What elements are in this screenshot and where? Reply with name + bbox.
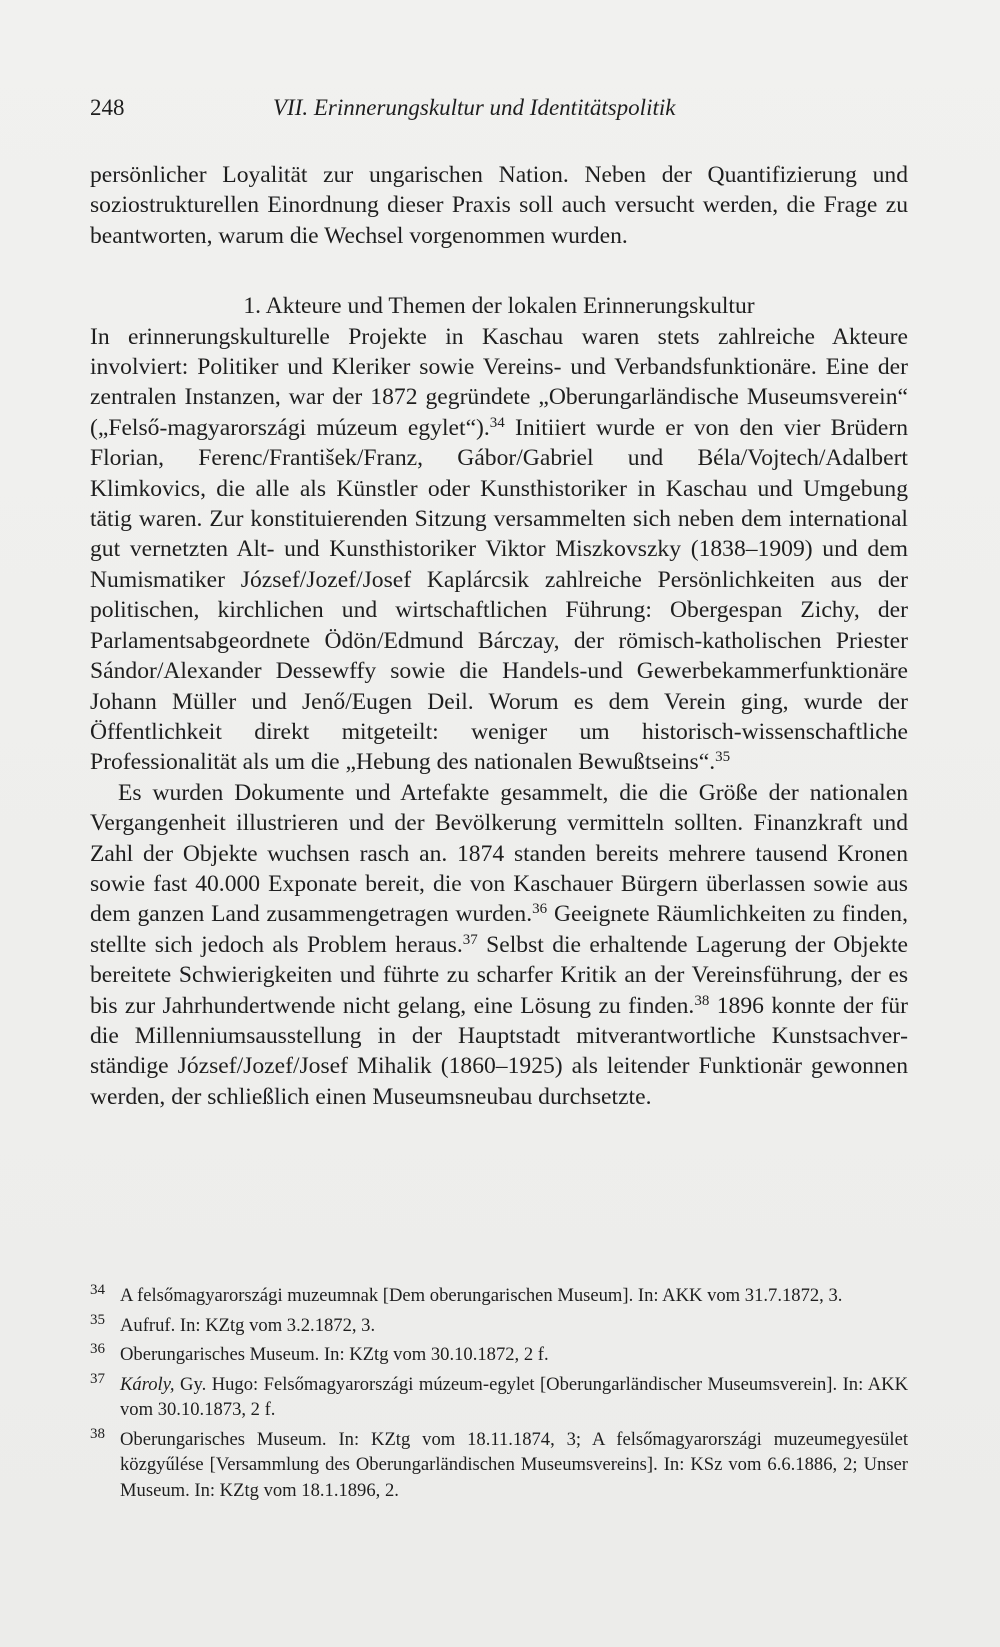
paragraph-text: 1896 konnte der für die Millenniumsausstellung in der Hauptstadt mitverantwortliche Kunstsachverständige József/Jozef/Josef Mihalik (1860–1925) als leitender Funktionär gewonnen werden, der schließlich einen Museumsneubau durchsetzte. xyxy=(90,992,908,1110)
footnote-text: Oberungarisches Museum. In: KZtg vom 18.11.1874, 3; A felsőmagyarországi muzeumegyesület közgyűlése [Versammlung des Oberungarländischen Museumsvereins]. In: KSz vom 6.6.1886, 2; Unser Museum. In: KZtg vom 18.1.1896, 2. xyxy=(120,1428,908,1501)
footnote-number: 34 xyxy=(90,1282,105,1298)
page-number: 248 xyxy=(90,95,125,120)
footnote-reference: 36 xyxy=(532,901,548,918)
paragraph-text: Initiiert wurde er von den vier Brüdern Florian, Ferenc/František/Franz, Gábor/Gabriel und Béla/Vojtech/Adalbert Klimkovics, die alle als Künstler oder Kunsthistoriker in Kaschau und Umgebung tätig waren. Zur konstituierenden Sitzung versammelten sich neben dem international gut vernetzten Alt- und Kunsthistoriker Viktor Miszkovszky (1838–1909) und dem Numismatiker József/Jozef/Josef Kaplárcsik zahlreiche Persönlichkeiten aus der politischen, kirchlichen und wirtschaftlichen Führung: Obergespan Zichy, der Parlamentsabgeordnete Ödön/Edmund Bárczay, der römisch-katholischen Priester Sándor/Alexander Dessewffy sowie die Handels-und Gewerbekammerfunktionäre Johann Müller und Jenő/Eugen Deil. Worum es dem Verein ging, wurde der Öffentlichkeit direkt mitgeteilt: weniger um historisch-wissenschaftliche Professionalität als um die „Hebung des nationalen Bewußtseins“. xyxy=(90,414,908,776)
section-heading: 1. Akteure und Themen der lokalen Erinnerungskultur xyxy=(243,293,755,320)
footnote-number: 38 xyxy=(90,1425,105,1442)
page-header xyxy=(90,95,910,131)
intro-paragraph: persönlicher Loyalität zur ungarischen Nation. Neben der Quantifizierung und soziostrukturellen Einordnung dieser Praxis soll auch versucht werden, die Frage zu beantworten, warum die Wechsel vorgenommen wurden. xyxy=(90,162,908,249)
paragraph-collection xyxy=(90,778,908,1112)
paragraph-museum-association xyxy=(90,322,908,778)
footnote-number: 36 xyxy=(90,1341,105,1357)
main-text xyxy=(90,160,908,1112)
footnote-text: Gy. Hugo: Felsőmagyarországi múzeum-egylet [Oberungarländischer Museumsverein]. In: AKK vom 30.10.1873, 2 f. xyxy=(120,1373,908,1420)
footnote-reference: 38 xyxy=(694,992,710,1009)
footnote-reference: 37 xyxy=(462,931,478,948)
footnote xyxy=(90,1427,908,1504)
paragraph-text: Es wurden Dokumente und Artefakte gesammelt, die die Größe der nationalen Vergangenheit illustrieren und der Bevölkerung vermitteln sollten. Finanzkraft und Zahl der Objekte wuchsen rasch an. 1874 standen bereits mehrere tausend Kronen sowie fast 40.000 Exponate bereit, die von Kaschauer Bürgern überlassen sowie aus dem ganzen Land zusammengetragen wurden. xyxy=(90,779,908,928)
paragraph-text: Selbst die erhaltende Lagerung der Objekte bereitete Schwierigkeiten und führte zu scharfer Kritik an der Vereinsführung, der es bis zur Jahrhundertwende nicht gelang, eine Lösung zu finden. xyxy=(90,931,908,1019)
footnotes xyxy=(90,1283,908,1507)
footnote xyxy=(90,1313,908,1339)
footnote-reference: 34 xyxy=(489,414,505,431)
footnote-reference: 35 xyxy=(715,749,731,766)
footnote-text: Aufruf. In: KZtg vom 3.2.1872, 3. xyxy=(120,1314,376,1336)
footnote-author: Károly, xyxy=(120,1373,175,1395)
footnote-number: 37 xyxy=(90,1370,105,1387)
footnote xyxy=(90,1283,908,1309)
paragraph-text: Geeignete Räumlichkeiten zu finden, stellte sich jedoch als Problem heraus. xyxy=(90,901,908,958)
footnote-text: Oberungarisches Museum. In: KZtg vom 30.10.1872, 2 f. xyxy=(120,1344,549,1365)
footnote xyxy=(90,1342,908,1368)
footnote xyxy=(90,1372,908,1423)
paragraph-text: In erinnerungskulturelle Projekte in Kaschau waren stets zahlreiche Akteure involviert: Politiker und Kleriker sowie Vereins- und Verbandsfunktionäre. Eine der zentralen Instanzen, war der 1872 gegründete „Oberungarländische Museumsverein“ („Felső-magyarországi múzeum egylet“). xyxy=(90,323,908,441)
footnote-number: 35 xyxy=(90,1311,105,1328)
footnote-text: A felsőmagyarországi muzeumnak [Dem oberungarischen Museum]. In: AKK vom 31.7.1872, 3. xyxy=(120,1285,843,1306)
running-title: VII. Erinnerungskultur und Identitätspolitik xyxy=(273,95,676,120)
